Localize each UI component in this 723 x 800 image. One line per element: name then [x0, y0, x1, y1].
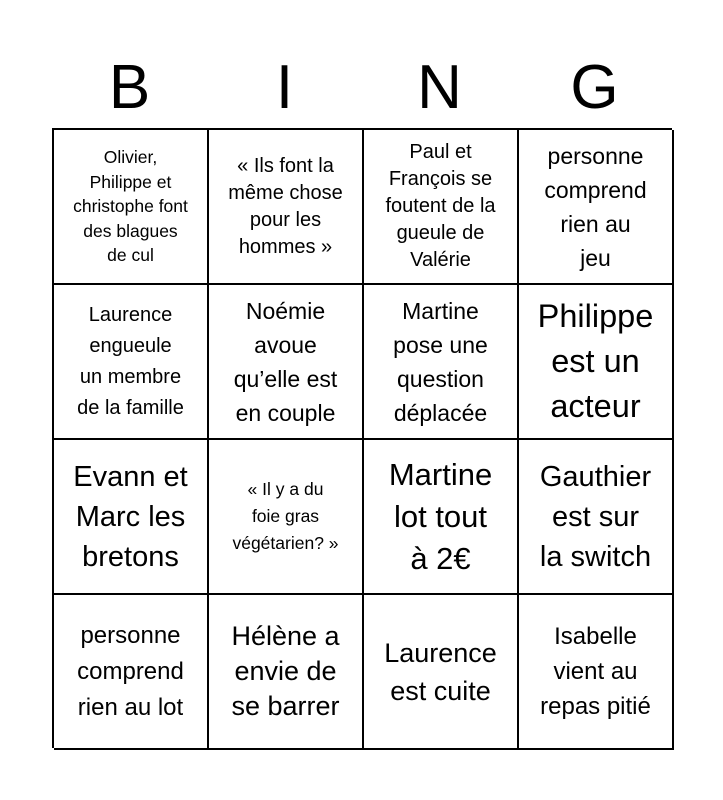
- header-letter-n: N: [417, 53, 462, 122]
- bingo-cell-text: Martine lot tout à 2€: [388, 456, 493, 576]
- bingo-cell-r2c3[interactable]: [364, 285, 519, 440]
- bingo-cell-r1c4[interactable]: [519, 130, 674, 285]
- bingo-cell-r1c1[interactable]: [54, 130, 209, 285]
- bingo-header: [52, 48, 672, 128]
- bingo-cell-r4c4[interactable]: [519, 595, 674, 750]
- bingo-cell-r1c3[interactable]: [364, 130, 519, 285]
- bingo-cell-text: Martine pose une question déplacée: [393, 297, 488, 426]
- bingo-cell-text: « Il y a du foie gras végétarien? »: [232, 479, 339, 553]
- bingo-cell-text: « Ils font la même chose pour les hommes »: [228, 154, 343, 258]
- bingo-cell-r2c4[interactable]: [519, 285, 674, 440]
- bingo-cell-text: Laurence est cuite: [384, 637, 497, 706]
- bingo-cell-text: personne comprend rien au lot: [77, 621, 184, 721]
- bingo-cell-r3c3[interactable]: [364, 440, 519, 595]
- bingo-cell-text: Noémie avoue qu’elle est en couple: [233, 297, 338, 426]
- bingo-cell-r3c1[interactable]: [54, 440, 209, 595]
- bingo-cell-text: Paul et François se foutent de la gueule de Valérie: [385, 141, 496, 271]
- bingo-cell-text: Gauthier est sur la switch: [539, 460, 652, 573]
- bingo-cell-r3c4[interactable]: [519, 440, 674, 595]
- bingo-cell-text: Isabelle vient au repas pitié: [540, 623, 651, 720]
- bingo-cell-text: Laurence engueule un membre de la famille: [77, 303, 184, 419]
- bingo-cell-r4c1[interactable]: [54, 595, 209, 750]
- bingo-cell-r3c2[interactable]: [209, 440, 364, 595]
- bingo-cell-r4c3[interactable]: [364, 595, 519, 750]
- bingo-board: [52, 128, 672, 748]
- bingo-cell-r1c2[interactable]: [209, 130, 364, 285]
- bingo-cell-r2c2[interactable]: [209, 285, 364, 440]
- bingo-cell-text: Philippe est un acteur: [537, 298, 654, 424]
- bingo-cell-text: personne comprend rien au jeu: [544, 142, 647, 271]
- header-letter-i: I: [275, 53, 294, 122]
- bingo-cell-text: Hélène a envie de se barrer: [231, 621, 340, 721]
- bingo-cell-r4c2[interactable]: [209, 595, 364, 750]
- header-letter-b: B: [108, 53, 151, 122]
- header-letter-g: G: [570, 53, 619, 122]
- bingo-cell-text: Evann et Marc les bretons: [73, 460, 188, 573]
- bingo-cell-r2c1[interactable]: [54, 285, 209, 440]
- bingo-cell-text: Olivier, Philippe et christophe font des blagues de cul: [73, 147, 188, 266]
